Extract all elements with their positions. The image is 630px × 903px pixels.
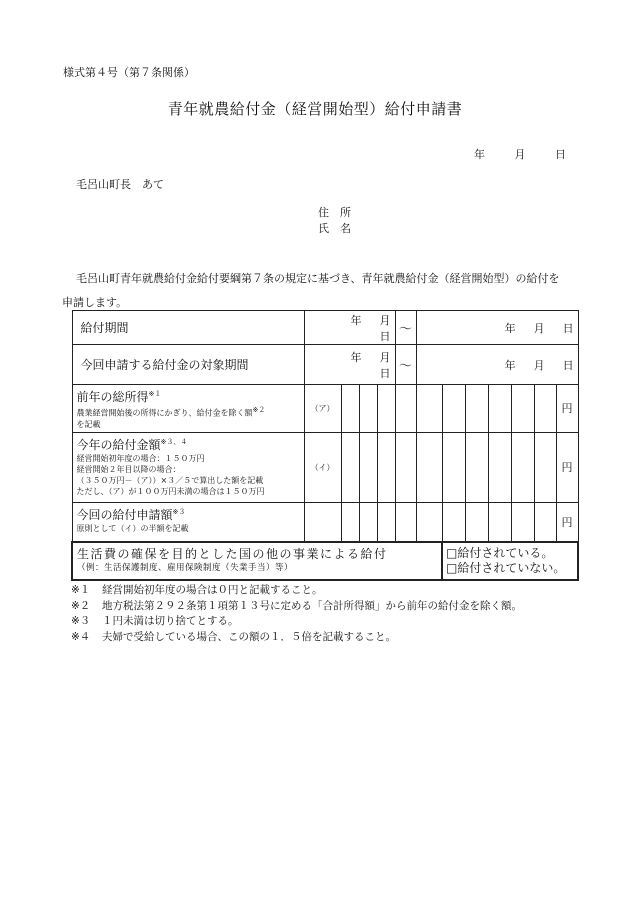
prev-income-row	[72, 385, 578, 433]
note-4	[71, 630, 522, 646]
date-year: 年	[474, 148, 485, 161]
other-benefit-text: 生活費の確保を目的とした国の他の事業による給付	[77, 547, 388, 562]
digit-cell[interactable]	[465, 385, 488, 433]
form-number: 様式第４号（第７条関係）	[63, 66, 195, 79]
digit-cell[interactable]	[359, 432, 377, 502]
body-paragraph: 毛呂山町青年就農給付金給付要綱第７条の規定に基づき、青年就農給付金（経営開始型）の給付を申請します。	[62, 272, 560, 309]
prev-income-label	[72, 385, 304, 433]
address-label: 住 所	[318, 206, 351, 219]
application-table	[71, 310, 579, 581]
period-start-month: 月	[379, 313, 391, 327]
this-year-note-2: 経営開始２年目以降の場合：	[76, 464, 181, 474]
body-text	[62, 267, 565, 315]
other-benefit-sub: （例：生活保護制度、雇用保険制度（失業手当）等）	[77, 563, 294, 574]
this-year-note-4: ただし、（ア）が１００万円未満の場合は１５０万円	[76, 486, 265, 496]
other-benefit-checks	[442, 542, 578, 580]
request-row	[72, 502, 578, 542]
note-1-text: 経営開始初年度の場合は０円と記載すること。	[102, 584, 323, 596]
note-1	[71, 583, 522, 599]
check-yes[interactable]: □給付されている。	[446, 546, 554, 561]
digit-cell[interactable]	[341, 385, 359, 433]
request-sup: ※３	[172, 507, 186, 516]
digit-cell[interactable]	[442, 385, 465, 433]
digit-cell[interactable]	[377, 385, 395, 433]
date-month: 月	[514, 148, 526, 161]
mark-i: （イ）	[304, 432, 341, 502]
prev-income-note-a: 農業経営開始後の所得にかぎり、給付金を除く額	[76, 408, 253, 418]
period-label: 給付期間	[72, 311, 304, 345]
digit-cell[interactable]	[465, 432, 488, 502]
this-year-row	[72, 432, 578, 502]
target-start-year: 年	[350, 350, 362, 364]
yen-unit: 円	[556, 385, 578, 433]
period-tilde: 〜	[395, 311, 416, 345]
digit-cell[interactable]	[395, 502, 416, 542]
prev-income-note-sup: ※２	[252, 406, 266, 414]
this-year-note-3: （３５０万円－（ア））×３／５で算出した額を記載	[76, 475, 264, 485]
target-end-month: 月	[533, 358, 545, 372]
this-year-title: 今年の給付金額	[76, 437, 161, 452]
target-start-month: 月	[379, 350, 391, 364]
digit-cell[interactable]	[511, 385, 534, 433]
target-period-label: 今回申請する給付金の対象期間	[72, 345, 304, 385]
period-start[interactable]	[304, 311, 395, 345]
mark-a: （ア）	[304, 385, 341, 433]
note-4-mark: ※４	[71, 630, 91, 643]
prev-income-note-b: を記載	[76, 419, 101, 429]
digit-cell[interactable]	[377, 432, 395, 502]
period-start-year: 年	[350, 313, 362, 327]
digit-cell[interactable]	[416, 502, 442, 542]
period-row	[72, 311, 578, 345]
check-no[interactable]: □給付されていない。	[446, 561, 566, 576]
digit-cell[interactable]	[534, 385, 556, 433]
digit-cell[interactable]	[488, 502, 511, 542]
digit-cell[interactable]	[442, 432, 465, 502]
note-2	[71, 599, 522, 615]
digit-cell[interactable]	[416, 385, 442, 433]
target-period-end[interactable]	[416, 345, 578, 385]
note-2-text: 地方税法第２９２条第１項第１３号に定める「合計所得額」から前年の給付金を除く額。	[102, 599, 522, 612]
period-end-month: 月	[533, 321, 545, 335]
digit-cell[interactable]	[341, 502, 359, 542]
other-benefit-row	[72, 542, 578, 580]
digit-cell[interactable]	[534, 432, 556, 502]
request-note: 原則として（イ）の半額を記載	[76, 523, 189, 533]
other-benefit-label	[72, 542, 442, 580]
note-3	[71, 614, 522, 630]
period-end-day: 日	[562, 321, 574, 335]
digit-cell[interactable]	[465, 502, 488, 542]
target-end-day: 日	[562, 358, 574, 372]
name-label: 氏 名	[318, 222, 351, 235]
this-year-sup: ※３、４	[160, 437, 188, 446]
applicant-block	[318, 205, 351, 237]
digit-cell[interactable]	[359, 502, 377, 542]
digit-cell[interactable]	[442, 502, 465, 542]
target-period-row	[72, 345, 578, 385]
digit-cell[interactable]	[511, 432, 534, 502]
period-end[interactable]	[416, 311, 578, 345]
note-1-mark: ※１	[71, 584, 91, 596]
digit-cell[interactable]	[416, 432, 442, 502]
date-line	[474, 146, 566, 162]
digit-cell[interactable]	[488, 432, 511, 502]
note-2-mark: ※２	[71, 599, 91, 612]
this-year-note-1: 経営開始初年度の場合：１５０万円	[76, 453, 205, 463]
digit-cell[interactable]	[534, 502, 556, 542]
digit-cell[interactable]	[395, 432, 416, 502]
request-mark-cell	[304, 502, 341, 542]
target-period-tilde: 〜	[395, 345, 416, 385]
digit-cell[interactable]	[511, 502, 534, 542]
target-start-day: 日	[379, 366, 391, 380]
yen-unit: 円	[556, 432, 578, 502]
this-year-label	[72, 432, 304, 502]
note-3-mark: ※３	[71, 615, 91, 627]
note-4-text: 夫婦で受給している場合、この額の１．５倍を記載すること。	[102, 630, 396, 643]
addressee: 毛呂山町長 あて	[76, 178, 164, 191]
request-title: 今回の給付申請額	[76, 507, 173, 522]
digit-cell[interactable]	[488, 385, 511, 433]
digit-cell[interactable]	[359, 385, 377, 433]
notes	[71, 583, 522, 645]
period-end-year: 年	[504, 321, 516, 335]
digit-cell[interactable]	[377, 502, 395, 542]
date-day: 日	[555, 148, 566, 161]
note-3-text: １円未満は切り捨てとする。	[102, 615, 239, 627]
prev-income-sup: ※１	[148, 390, 162, 398]
document-title: 青年就農給付金（経営開始型）給付申請書	[167, 100, 463, 118]
yen-unit: 円	[556, 502, 578, 542]
prev-income-title: 前年の総所得	[76, 390, 149, 404]
digit-cell[interactable]	[395, 385, 416, 433]
target-period-start[interactable]	[304, 345, 395, 385]
request-label	[72, 502, 304, 542]
period-start-day: 日	[379, 329, 391, 343]
target-end-year: 年	[504, 358, 516, 372]
digit-cell[interactable]	[341, 432, 359, 502]
